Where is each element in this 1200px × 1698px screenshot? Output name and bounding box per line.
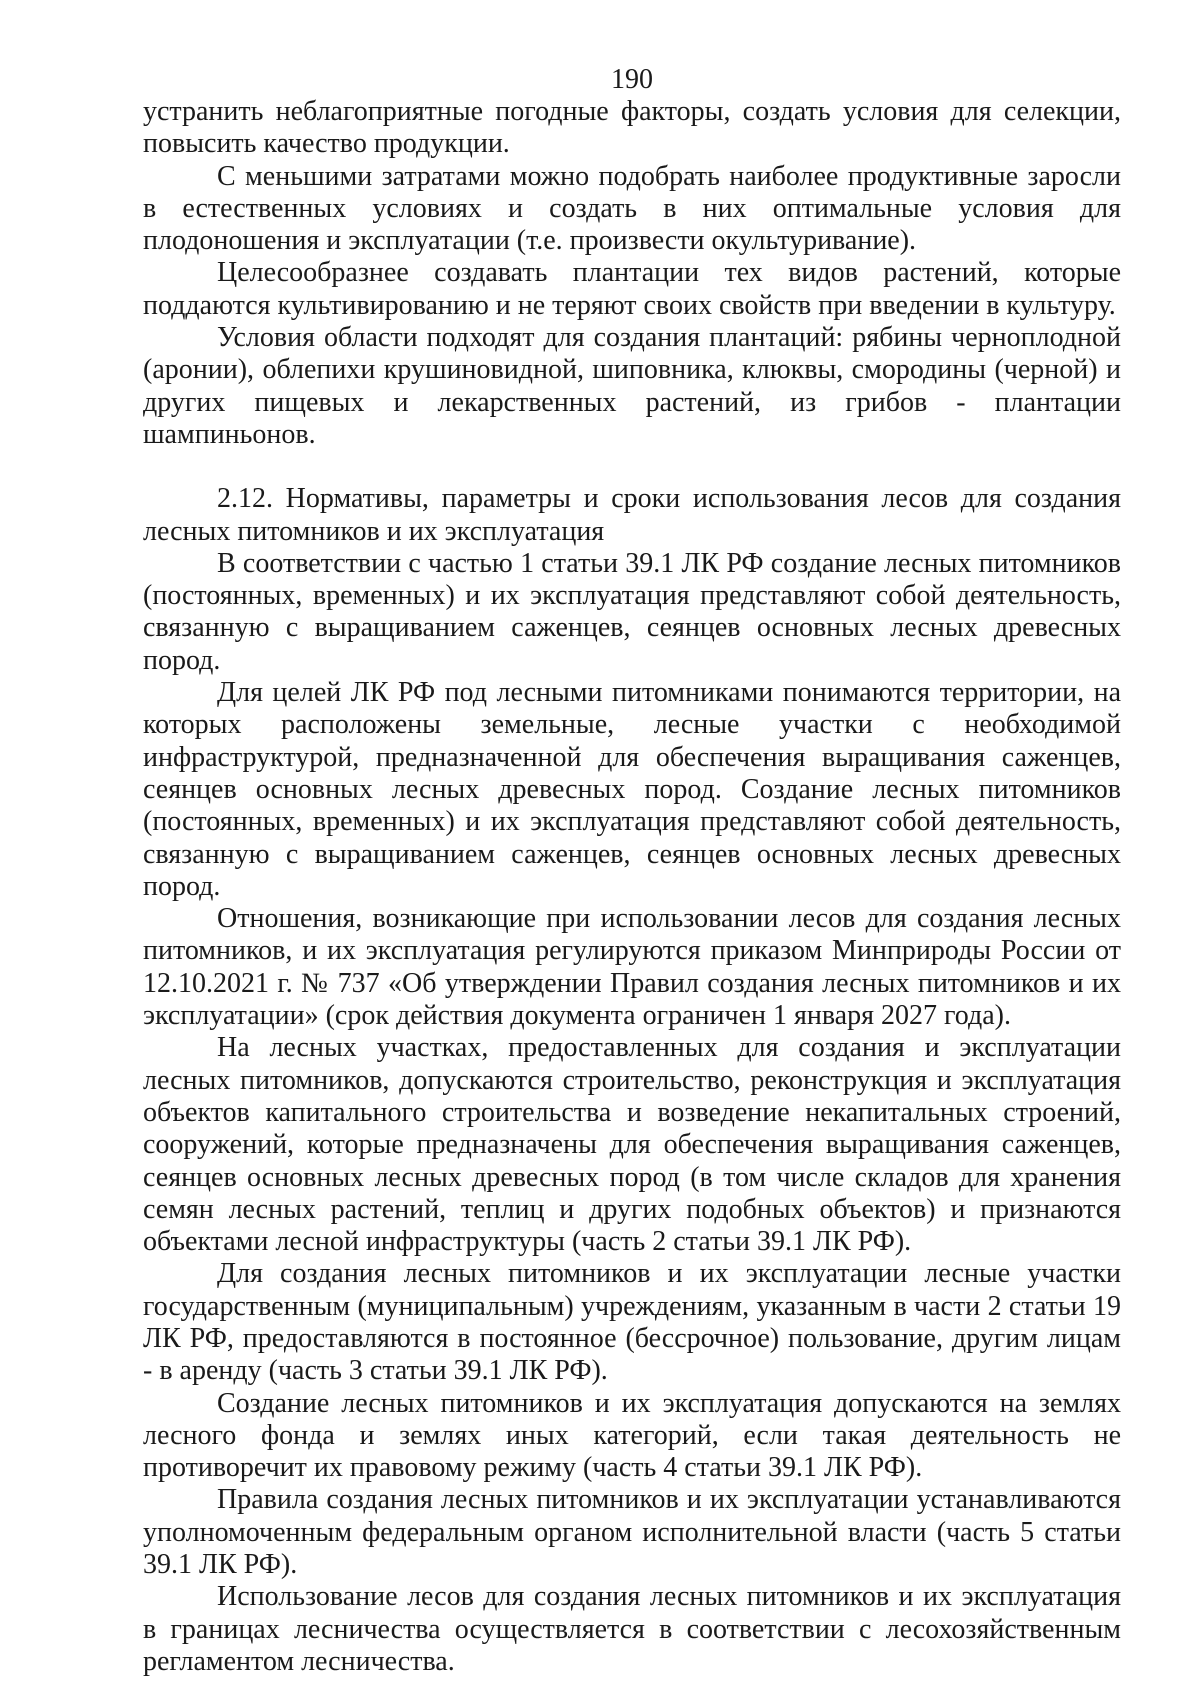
paragraph: На лесных участках, предоставленных для создания и эксплуатации лесных питомников, допускаются строительство, реконструкция и эксплуатация объектов капитального строительства и возведение некапитальных строений, сооружений, которые предназначены для обеспечения выращивания саженцев, сеянцев основных лесных древесных пород (в том числе складов для хранения семян лесных растений, теплиц и других подобных объектов) и признаются объектами лесной инфраструктуры (часть 2 статьи 39.1 ЛК РФ). xyxy=(143,1032,1121,1258)
paragraph: Целесообразнее создавать плантации тех видов растений, которые поддаются культивированию и не теряют своих свойств при введении в культуру. xyxy=(143,257,1121,321)
section-heading: 2.12. Нормативы, параметры и сроки использования лесов для создания лесных питомников и их эксплуатация xyxy=(143,483,1121,547)
paragraph: Условия области подходят для создания плантаций: рябины черноплодной (аронии), облепихи крушиновидной, шиповника, клюквы, смородины (черной) и других пищевых и лекарственных растений, из грибов - плантации шампиньонов. xyxy=(143,322,1121,450)
paragraph: Создание лесных питомников и их эксплуатация допускаются на землях лесного фонда и землях иных категорий, если такая деятельность не противоречит их правовому режиму (часть 4 статьи 39.1 ЛК РФ). xyxy=(143,1387,1121,1484)
paragraph: Использование лесов для создания лесных питомников и их эксплуатация в границах лесничества осуществляется в соответствии с лесохозяйственным регламентом лесничества. xyxy=(143,1581,1121,1677)
paragraph: Для создания лесных питомников и их эксплуатации лесные участки государственным (муниципальным) учреждениям, указанным в части 2 статьи 19 ЛК РФ, предоставляются в постоянное (бессрочное) пользование, другим лицам - в аренду (часть 3 статьи 39.1 ЛК РФ). xyxy=(143,1258,1121,1387)
page-number: 190 xyxy=(611,64,653,95)
paragraph: Для целей ЛК РФ под лесными питомниками понимаются территории, на которых расположены земельные, лесные участки с необходимой инфраструктурой, предназначенной для обеспечения выращивания саженцев, сеянцев основных лесных древесных пород. Создание лесных питомников (постоянных, временных) и их эксплуатация представляют собой деятельность, связанную с выращиванием саженцев, сеянцев основных лесных древесных пород. xyxy=(143,677,1121,902)
paragraph: устранить неблагоприятные погодные факторы, создать условия для селекции, повысить качество продукции. xyxy=(143,96,1121,160)
paragraph: Отношения, возникающие при использовании лесов для создания лесных питомников, и их эксплуатация регулируются приказом Минприроды России от 12.10.2021 г. № 737 «Об утверждении Правил создания лесных питомников и их эксплуатации» (срок действия документа ограничен 1 января 2027 года). xyxy=(143,903,1121,1032)
paragraph: Правила создания лесных питомников и их эксплуатации устанавливаются уполномоченным федеральным органом исполнительной власти (часть 5 статьи 39.1 ЛК РФ). xyxy=(143,1484,1121,1581)
paragraph: С меньшими затратами можно подобрать наиболее продуктивные заросли в естественных условиях и создать в них оптимальные условия для плодоношения и эксплуатации (т.е. произвести окультуривание). xyxy=(143,160,1121,257)
paragraph: В соответствии с частью 1 статьи 39.1 ЛК РФ создание лесных питомников (постоянных, временных) и их эксплуатация представляют собой деятельность, связанную с выращиванием саженцев, сеянцев основных лесных древесных пород. xyxy=(143,547,1121,676)
document-body xyxy=(143,96,1121,1678)
